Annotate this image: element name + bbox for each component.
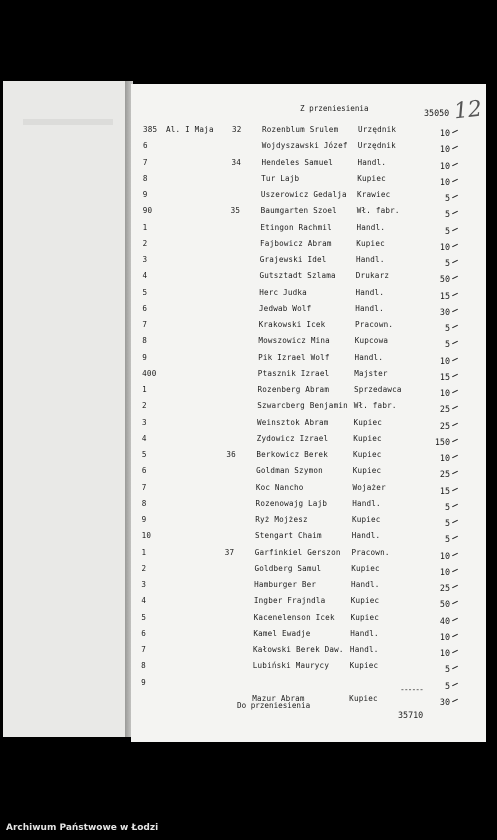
row-occupation: Handl.	[349, 645, 379, 654]
row-occupation: Kupiec	[357, 173, 386, 183]
row-amount: 5	[444, 193, 450, 203]
row-name: Mowszowicz Mina	[258, 336, 330, 346]
row-name: Zydowicz Izrael	[256, 433, 329, 443]
row-name: Goldman Szymon	[256, 466, 323, 476]
row-name: Hamburger Ber	[254, 580, 317, 589]
row-amount: 15	[439, 290, 450, 301]
row-name: Fajbowicz Abram	[260, 238, 332, 248]
row-name: Stengart Chaim	[255, 531, 322, 541]
row-amount: 10	[439, 355, 450, 366]
row-occupation: Handl.	[355, 303, 384, 313]
row-number: 1	[142, 385, 147, 394]
row-number: 7	[141, 645, 146, 654]
row-amount: 30	[439, 696, 450, 707]
row-number: 6	[142, 303, 148, 313]
row-name: Pik Izrael Wolf	[258, 352, 330, 362]
row-name: Wojdyszawski Józef	[261, 141, 348, 151]
row-name: Baumgarten Szoel	[260, 206, 337, 216]
row-name: Mazur Abram	[252, 693, 305, 703]
row-name: Ingber Frajndla	[253, 596, 326, 606]
row-occupation: Pracown.	[351, 547, 390, 557]
row-amount: 5	[444, 225, 450, 236]
row-amount: 10	[439, 453, 450, 463]
row-amount: 5	[444, 664, 450, 675]
row-number: 7	[141, 482, 147, 492]
row-occupation: Wojażer	[352, 482, 386, 492]
row-number: 7	[142, 157, 148, 167]
row-occupation: Krawiec	[356, 190, 391, 199]
row-number: 8	[141, 498, 147, 508]
row-number: 5	[142, 287, 148, 297]
row-number: 4	[142, 271, 148, 281]
row-number: 5	[141, 450, 147, 459]
row-name: Weinsztok Abram	[256, 417, 329, 427]
row-name: Kałowski Berek Daw.	[253, 645, 344, 654]
row-occupation: Kupiec	[351, 515, 381, 524]
row-occupation: Kupiec	[349, 693, 378, 703]
row-amount: 50	[439, 599, 450, 610]
row-occupation: Kupiec	[356, 238, 385, 248]
row-occupation: Handl.	[350, 628, 379, 638]
row-amount: 10	[439, 388, 450, 398]
row-number: 385	[143, 125, 158, 134]
row-number: 2	[142, 238, 148, 248]
row-name: Rozenowajg Lajb	[255, 498, 328, 508]
row-amount: 25	[439, 583, 450, 593]
row-name: Uszerowicz Gedalja	[260, 190, 347, 199]
row-amount: 15	[439, 371, 450, 382]
row-occupation: Majster	[354, 368, 388, 378]
row-occupation: Kupiec	[353, 433, 382, 443]
row-number: 9	[141, 677, 146, 687]
row-amount: 10	[439, 160, 450, 171]
row-number: 3	[142, 255, 148, 264]
row-amount: 10	[439, 144, 450, 155]
row-name: Rozenblum Srulem	[262, 125, 339, 134]
row-occupation: Drukarz	[355, 271, 390, 281]
row-number: 3	[141, 417, 147, 427]
row-number: 6	[141, 628, 147, 638]
row-amount: 5	[444, 258, 450, 268]
row-amount: 25	[439, 469, 450, 480]
left-page-faint-text	[23, 119, 113, 125]
row-house-number: 36	[226, 450, 236, 459]
row-number: 8	[141, 661, 146, 671]
row-name: Tur Lajb	[261, 173, 300, 183]
row-name: Lubiński Maurycy	[252, 661, 330, 671]
row-amount: 50	[439, 274, 450, 285]
row-name: Ryż Mojżesz	[255, 515, 308, 524]
row-amount: 10	[439, 631, 450, 642]
row-name: Koc Nancho	[255, 482, 304, 492]
row-number: 3	[141, 580, 147, 589]
row-number: 90	[142, 206, 153, 216]
row-house-number: 32	[232, 125, 242, 134]
sum-dashes: ------	[400, 685, 423, 694]
row-name: Ptasznik Izrael	[257, 368, 330, 378]
row-amount: 25	[439, 404, 450, 415]
row-occupation: Kupiec	[349, 661, 379, 671]
archive-footer: Archiwum Państwowe w Łodzi	[6, 823, 159, 833]
carry-forward-amount: 35710	[398, 710, 424, 720]
left-page	[3, 81, 127, 737]
row-number: 8	[142, 173, 148, 183]
row-occupation: Handl.	[352, 498, 381, 508]
carry-forward-label: Do przeniesienia	[237, 701, 311, 710]
row-number: 1	[141, 547, 147, 557]
row-number: 4	[141, 596, 147, 606]
row-name: Szwarcberg Benjamin	[257, 401, 348, 411]
row-amount: 10	[439, 241, 450, 252]
row-amount: 5	[444, 534, 450, 545]
row-occupation: Kupiec	[350, 612, 380, 622]
row-number: 1	[142, 222, 148, 232]
row-amount: 10	[439, 176, 450, 187]
row-occupation: Kupiec	[352, 450, 382, 459]
row-occupation: Pracown.	[354, 320, 394, 329]
row-amount: 5	[444, 209, 450, 220]
row-name: Herc Judka	[259, 287, 307, 297]
row-house-number: 37	[224, 547, 235, 557]
row-name: Berkowicz Berek	[256, 450, 328, 459]
row-occupation: Urzędnik	[358, 125, 397, 134]
row-number: 400	[142, 368, 157, 378]
row-name: Krakowski Icek	[258, 320, 326, 329]
row-occupation: Handl.	[356, 222, 386, 232]
row-number: 2	[142, 401, 147, 411]
row-number: 9	[142, 352, 147, 362]
row-occupation: Sprzedawca	[353, 385, 402, 394]
row-name: Kacenelenson Icek	[253, 612, 335, 622]
row-number: 2	[141, 563, 147, 573]
row-name: Garfinkiel Gerszon	[254, 547, 341, 557]
row-amount: 10	[439, 128, 450, 138]
row-amount: 10	[439, 648, 450, 658]
row-number: 9	[141, 515, 147, 524]
row-number: 5	[141, 612, 147, 622]
row-occupation: Handl.	[350, 580, 380, 589]
row-name: Jedwab Wolf	[258, 303, 312, 313]
row-name: Goldberg Samul	[254, 563, 322, 573]
row-occupation: Kupcowa	[354, 336, 389, 346]
row-occupation: Wł. fabr.	[353, 401, 397, 411]
row-occupation: Kupiec	[352, 466, 382, 476]
row-occupation: Handl.	[357, 157, 387, 167]
row-occupation: Wł. fabr.	[356, 206, 400, 216]
carry-over-label: Z przeniesienia	[300, 104, 369, 113]
row-name: Grajewski Idel	[259, 255, 327, 264]
row-street: Al. I Maja	[166, 125, 214, 134]
row-name: Kamel Ewadje	[253, 628, 311, 638]
row-occupation: Handl.	[355, 287, 385, 297]
row-amount: 5	[444, 680, 450, 691]
row-amount: 150	[434, 436, 450, 447]
carry-over-amount: 35050	[424, 108, 450, 118]
row-occupation: Kupiec	[350, 596, 380, 606]
row-name: Hendeles Samuel	[261, 157, 334, 167]
row-name: Gutsztadt Szlama	[259, 271, 336, 281]
row-occupation: Handl.	[354, 352, 384, 362]
row-number: 4	[141, 433, 147, 443]
row-amount: 15	[439, 485, 450, 496]
row-amount: 5	[444, 501, 450, 512]
row-name: Rozenberg Abram	[257, 385, 330, 394]
row-amount: 25	[439, 420, 450, 431]
row-house-number: 34	[231, 157, 241, 167]
row-number: 6	[142, 141, 148, 151]
row-number: 10	[141, 531, 152, 541]
row-occupation: Handl.	[351, 531, 381, 541]
pencil-page-number: 12	[452, 96, 484, 125]
row-number: 7	[142, 320, 148, 329]
row-occupation: Urzędnik	[357, 141, 396, 151]
row-amount: 40	[439, 615, 450, 626]
row-occupation: Kupiec	[353, 417, 383, 427]
row-amount: 5	[444, 339, 450, 350]
row-name: Etingon Rachmil	[260, 222, 332, 232]
row-amount: 10	[439, 550, 450, 561]
row-amount: 30	[439, 306, 450, 317]
row-amount: 5	[444, 518, 450, 528]
row-house-number: 35	[230, 206, 241, 216]
row-amount: 10	[439, 566, 450, 577]
row-number: 8	[142, 336, 148, 346]
row-number: 9	[142, 190, 148, 199]
row-occupation: Kupiec	[351, 563, 380, 573]
row-occupation: Handl.	[355, 255, 385, 264]
row-amount: 5	[444, 323, 450, 333]
row-number: 6	[141, 466, 147, 476]
